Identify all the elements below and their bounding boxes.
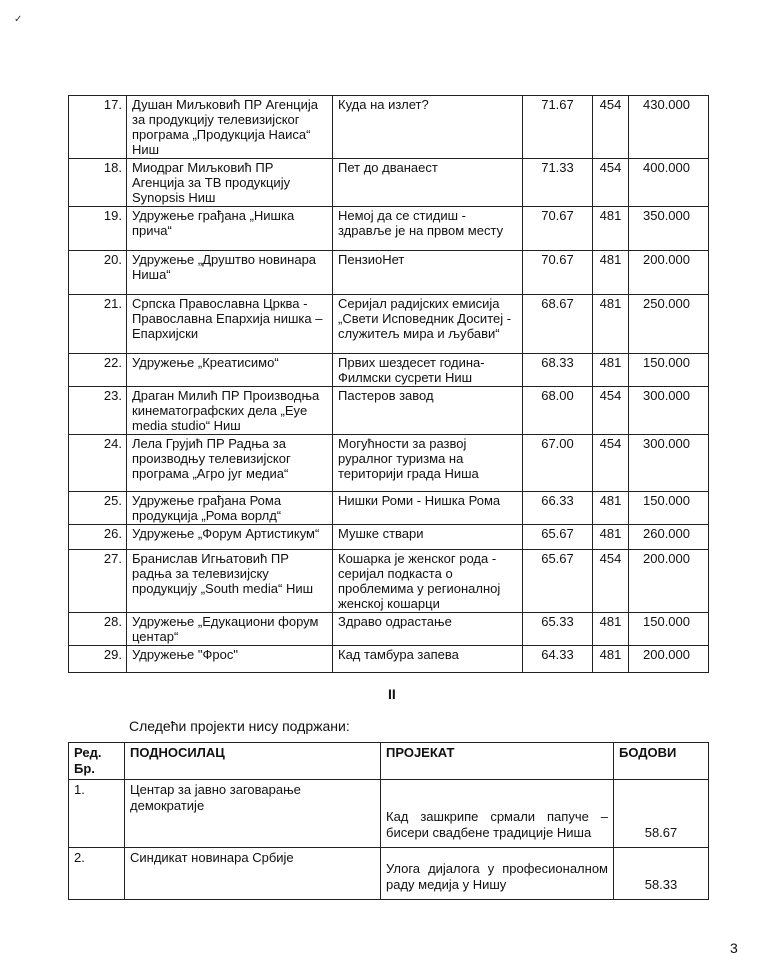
table-row xyxy=(69,295,709,354)
cell-code: 481 xyxy=(593,354,629,387)
cell-no: 25. xyxy=(69,492,127,525)
header-points: БОДОВИ xyxy=(614,743,709,780)
cell-project: Здраво одрастање xyxy=(333,613,523,646)
cell-project: Улога дијалога у професионалном раду медија у Нишу xyxy=(381,848,614,900)
cell-no: 29. xyxy=(69,646,127,673)
cell-project: Нишки Роми - Нишка Рома xyxy=(333,492,523,525)
cell-amount: 350.000 xyxy=(629,207,709,251)
cell-project: Куда на излет? xyxy=(333,96,523,159)
cell-applicant: Удружење „Едукациони форум центар“ xyxy=(127,613,333,646)
page-number: 3 xyxy=(730,940,738,956)
cell-score: 71.33 xyxy=(523,159,593,207)
cell-amount: 430.000 xyxy=(629,96,709,159)
table-row xyxy=(69,848,709,900)
cell-no: 1. xyxy=(69,780,125,848)
cell-code: 481 xyxy=(593,492,629,525)
cell-applicant: Центар за јавно заговарање демократије xyxy=(125,780,381,848)
cell-project: Пет до дванаест xyxy=(333,159,523,207)
cell-project: Кошарка је женског рода - серијал подкаста о проблемима у регионалној женској кошарци xyxy=(333,550,523,613)
cell-applicant: Удружење грађана Рома продукција „Рома ворлд“ xyxy=(127,492,333,525)
cell-no: 19. xyxy=(69,207,127,251)
cell-applicant: Душан Миљковић ПР Агенција за продукцију телевизијског програма „Продукција Наиса“ Ниш xyxy=(127,96,333,159)
table-row xyxy=(69,492,709,525)
cell-code: 454 xyxy=(593,96,629,159)
cell-applicant: Драган Милић ПР Производња кинематографских дела „Eye media studio“ Ниш xyxy=(127,387,333,435)
cell-code: 481 xyxy=(593,646,629,673)
table-row xyxy=(69,435,709,492)
cell-amount: 260.000 xyxy=(629,525,709,550)
cell-code: 481 xyxy=(593,613,629,646)
cell-amount: 250.000 xyxy=(629,295,709,354)
cell-project: Кад тамбура запева xyxy=(333,646,523,673)
cell-no: 21. xyxy=(69,295,127,354)
cell-score: 64.33 xyxy=(523,646,593,673)
table-row xyxy=(69,550,709,613)
table-row xyxy=(69,207,709,251)
cell-code: 481 xyxy=(593,251,629,295)
cell-score: 68.33 xyxy=(523,354,593,387)
cell-applicant: Лела Грујић ПР Радња за производњу телевизијског програма „Агро југ медиа“ xyxy=(127,435,333,492)
cell-score: 71.67 xyxy=(523,96,593,159)
table-row xyxy=(69,780,709,848)
cell-no: 2. xyxy=(69,848,125,900)
cell-applicant: Удружење "Фрос" xyxy=(127,646,333,673)
table-row xyxy=(69,354,709,387)
cell-score: 68.00 xyxy=(523,387,593,435)
cell-amount: 400.000 xyxy=(629,159,709,207)
cell-code: 481 xyxy=(593,295,629,354)
cell-applicant: Удружење „Друштво новинара Ниша“ xyxy=(127,251,333,295)
header-applicant: ПОДНОСИЛАЦ xyxy=(125,743,381,780)
header-project: ПРОЈЕКАТ xyxy=(381,743,614,780)
cell-score: 65.33 xyxy=(523,613,593,646)
header-no: Ред. Бр. xyxy=(69,743,125,780)
cell-amount: 150.000 xyxy=(629,492,709,525)
cell-amount: 200.000 xyxy=(629,251,709,295)
table-row xyxy=(69,159,709,207)
cell-amount: 150.000 xyxy=(629,354,709,387)
cell-project: Могућности за развој руралног туризма на територији града Ниша xyxy=(333,435,523,492)
cell-no: 24. xyxy=(69,435,127,492)
cell-project: Кад зашкрипе срмали папуче – бисери свадбене традиције Ниша xyxy=(381,780,614,848)
table-row xyxy=(69,387,709,435)
cell-code: 454 xyxy=(593,435,629,492)
cell-no: 23. xyxy=(69,387,127,435)
cell-project: Пастеров завод xyxy=(333,387,523,435)
supported-projects-table xyxy=(68,95,709,673)
cell-project: Немој да се стидиш - здравље је на првом месту xyxy=(333,207,523,251)
cell-points: 58.67 xyxy=(614,780,709,848)
cell-score: 65.67 xyxy=(523,525,593,550)
cell-applicant: Бранислав Игњатовић ПР радња за телевизијску продукцију „South media“ Ниш xyxy=(127,550,333,613)
cell-score: 67.00 xyxy=(523,435,593,492)
table-row xyxy=(69,251,709,295)
cell-applicant: Синдикат новинара Србије xyxy=(125,848,381,900)
cell-score: 65.67 xyxy=(523,550,593,613)
cell-score: 68.67 xyxy=(523,295,593,354)
cell-no: 17. xyxy=(69,96,127,159)
cell-project: Првих шездесет година-Филмски сусрети Ниш xyxy=(333,354,523,387)
table-row xyxy=(69,525,709,550)
corner-mark: ✓ xyxy=(14,14,23,25)
cell-code: 454 xyxy=(593,387,629,435)
cell-applicant: Српска Православна Црква - Православна Епархија нишка – Епархијски xyxy=(127,295,333,354)
unsupported-projects-table xyxy=(68,742,709,900)
cell-amount: 200.000 xyxy=(629,646,709,673)
cell-applicant: Удружење грађана „Нишка прича“ xyxy=(127,207,333,251)
cell-no: 20. xyxy=(69,251,127,295)
table-row xyxy=(69,613,709,646)
cell-code: 481 xyxy=(593,525,629,550)
cell-code: 454 xyxy=(593,159,629,207)
cell-code: 454 xyxy=(593,550,629,613)
table-row xyxy=(69,96,709,159)
cell-amount: 300.000 xyxy=(629,387,709,435)
cell-no: 27. xyxy=(69,550,127,613)
cell-applicant: Удружење „Креатисимо“ xyxy=(127,354,333,387)
cell-score: 70.67 xyxy=(523,207,593,251)
cell-applicant: Удружење „Форум Артистикум“ xyxy=(127,525,333,550)
cell-amount: 300.000 xyxy=(629,435,709,492)
table-row xyxy=(69,646,709,673)
cell-project: Серијал радијских емисија „Свети Исповедник Доситеј - служитељ мира и љубави“ xyxy=(333,295,523,354)
cell-points: 58.33 xyxy=(614,848,709,900)
cell-applicant: Миодраг Миљковић ПР Агенција за ТВ продукцију Synopsis Ниш xyxy=(127,159,333,207)
cell-project: Мушке ствари xyxy=(333,525,523,550)
cell-score: 70.67 xyxy=(523,251,593,295)
cell-amount: 200.000 xyxy=(629,550,709,613)
cell-no: 26. xyxy=(69,525,127,550)
cell-score: 66.33 xyxy=(523,492,593,525)
cell-no: 18. xyxy=(69,159,127,207)
cell-no: 22. xyxy=(69,354,127,387)
cell-no: 28. xyxy=(69,613,127,646)
intro-text: Следећи пројекти нису подржани: xyxy=(129,718,350,734)
cell-amount: 150.000 xyxy=(629,613,709,646)
cell-project: ПензиоНет xyxy=(333,251,523,295)
cell-code: 481 xyxy=(593,207,629,251)
section-number: II xyxy=(388,686,396,702)
